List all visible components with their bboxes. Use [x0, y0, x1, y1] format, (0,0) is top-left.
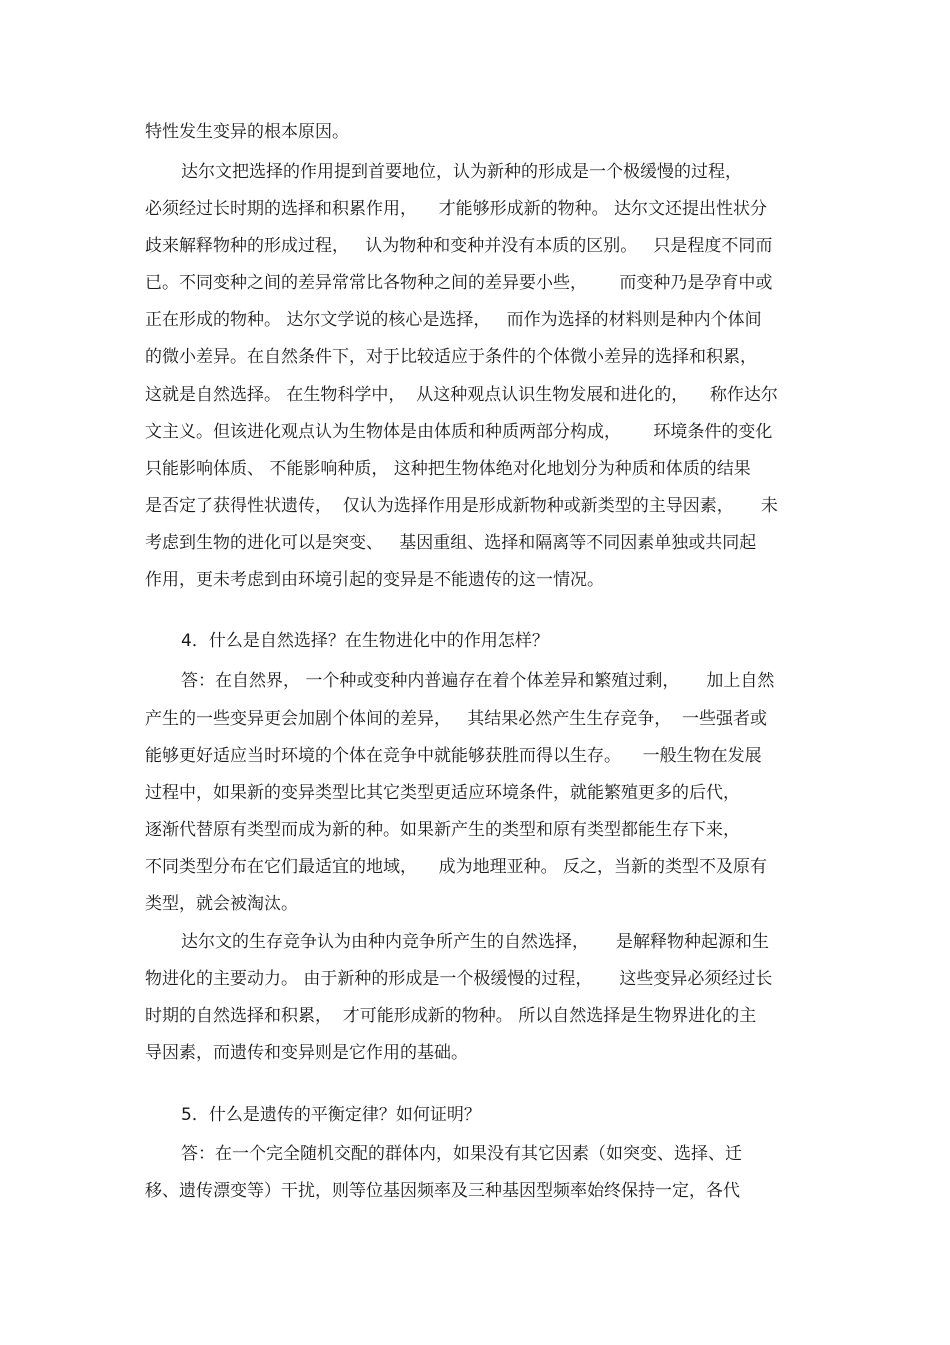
- text-line: 能够更好适应当时环境的个体在竞争中就能够获胜而得以生存。 一般生物在发展: [145, 746, 762, 766]
- text-line: 不同类型分布在它们最适宜的地域， 成为地理亚种。 反之，当新的类型不及原有: [145, 857, 768, 877]
- text-line: 文主义。但该进化观点认为生物体是由体质和种质两部分构成， 环境条件的变化: [145, 422, 773, 442]
- question-heading: 5．什么是遗传的平衡定律？如何证明？: [181, 1105, 481, 1125]
- text-line: 移、遗传漂变等）干扰，则等位基因频率及三种基因型频率始终保持一定，各代: [145, 1181, 740, 1201]
- text-line: 是否定了获得性状遗传， 仅认为选择作用是形成新物种或新类型的主导因素， 未: [145, 496, 778, 516]
- text-line: 歧来解释物种的形成过程， 认为物种和变种并没有本质的区别。 只是程度不同而: [145, 236, 773, 256]
- text-line: 过程中，如果新的变异类型比其它类型更适应环境条件，就能繁殖更多的后代，: [145, 783, 740, 803]
- text-line: 物进化的主要动力。 由于新种的形成是一个极缓慢的过程， 这些变异必须经过长: [145, 969, 773, 989]
- text-line: 的微小差异。在自然条件下，对于比较适应于条件的个体微小差异的选择和积累，: [145, 347, 757, 367]
- text-line: 只能影响体质、 不能影响种质， 这种把生物体绝对化地划分为种质和体质的结果: [145, 459, 751, 479]
- text-line: 作用，更未考虑到由环境引起的变异是不能遗传的这一情况。: [145, 570, 604, 590]
- text-line: 产生的一些变异更会加剧个体间的差异， 其结果必然产生生存竞争， 一些强者或: [145, 709, 768, 729]
- paragraph-first-line: 达尔文把选择的作用提到首要地位，认为新种的形成是一个极缓慢的过程，: [181, 162, 742, 182]
- text-line: 逐渐代替原有类型而成为新的种。如果新产生的类型和原有类型都能生存下来，: [145, 820, 740, 840]
- text-line: 类型，就会被淘汰。: [145, 894, 298, 914]
- text-line: 导因素，而遗传和变异则是它作用的基础。: [145, 1043, 468, 1063]
- answer-first-line: 答：在自然界， 一个种或变种内普遍存在着个体差异和繁殖过剩， 加上自然: [181, 671, 775, 691]
- text-line: 正在形成的物种。 达尔文学说的核心是选择， 而作为选择的材料则是种内个体间: [145, 310, 762, 330]
- paragraph-first-line: 达尔文的生存竞争认为由种内竞争所产生的自然选择， 是解释物种起源和生: [181, 932, 770, 952]
- text-line: 这就是自然选择。 在生物科学中， 从这种观点认识生物发展和进化的， 称作达尔: [145, 385, 778, 405]
- text-line: 考虑到生物的进化可以是突变、 基因重组、选择和隔离等不同因素单独或共同起: [145, 533, 757, 553]
- text-line: 特性发生变异的根本原因。: [145, 122, 349, 142]
- text-line: 已。不同变种之间的差异常常比各物种之间的差异要小些， 而变种乃是孕育中或: [145, 273, 773, 293]
- answer-first-line: 答：在一个完全随机交配的群体内，如果没有其它因素（如突变、选择、迁: [181, 1144, 742, 1164]
- text-line: 必须经过长时期的选择和积累作用， 才能够形成新的物种。 达尔文还提出性状分: [145, 199, 768, 219]
- question-heading: 4．什么是自然选择？在生物进化中的作用怎样？: [181, 631, 549, 651]
- text-line: 时期的自然选择和积累， 才可能形成新的物种。 所以自然选择是生物界进化的主: [145, 1006, 757, 1026]
